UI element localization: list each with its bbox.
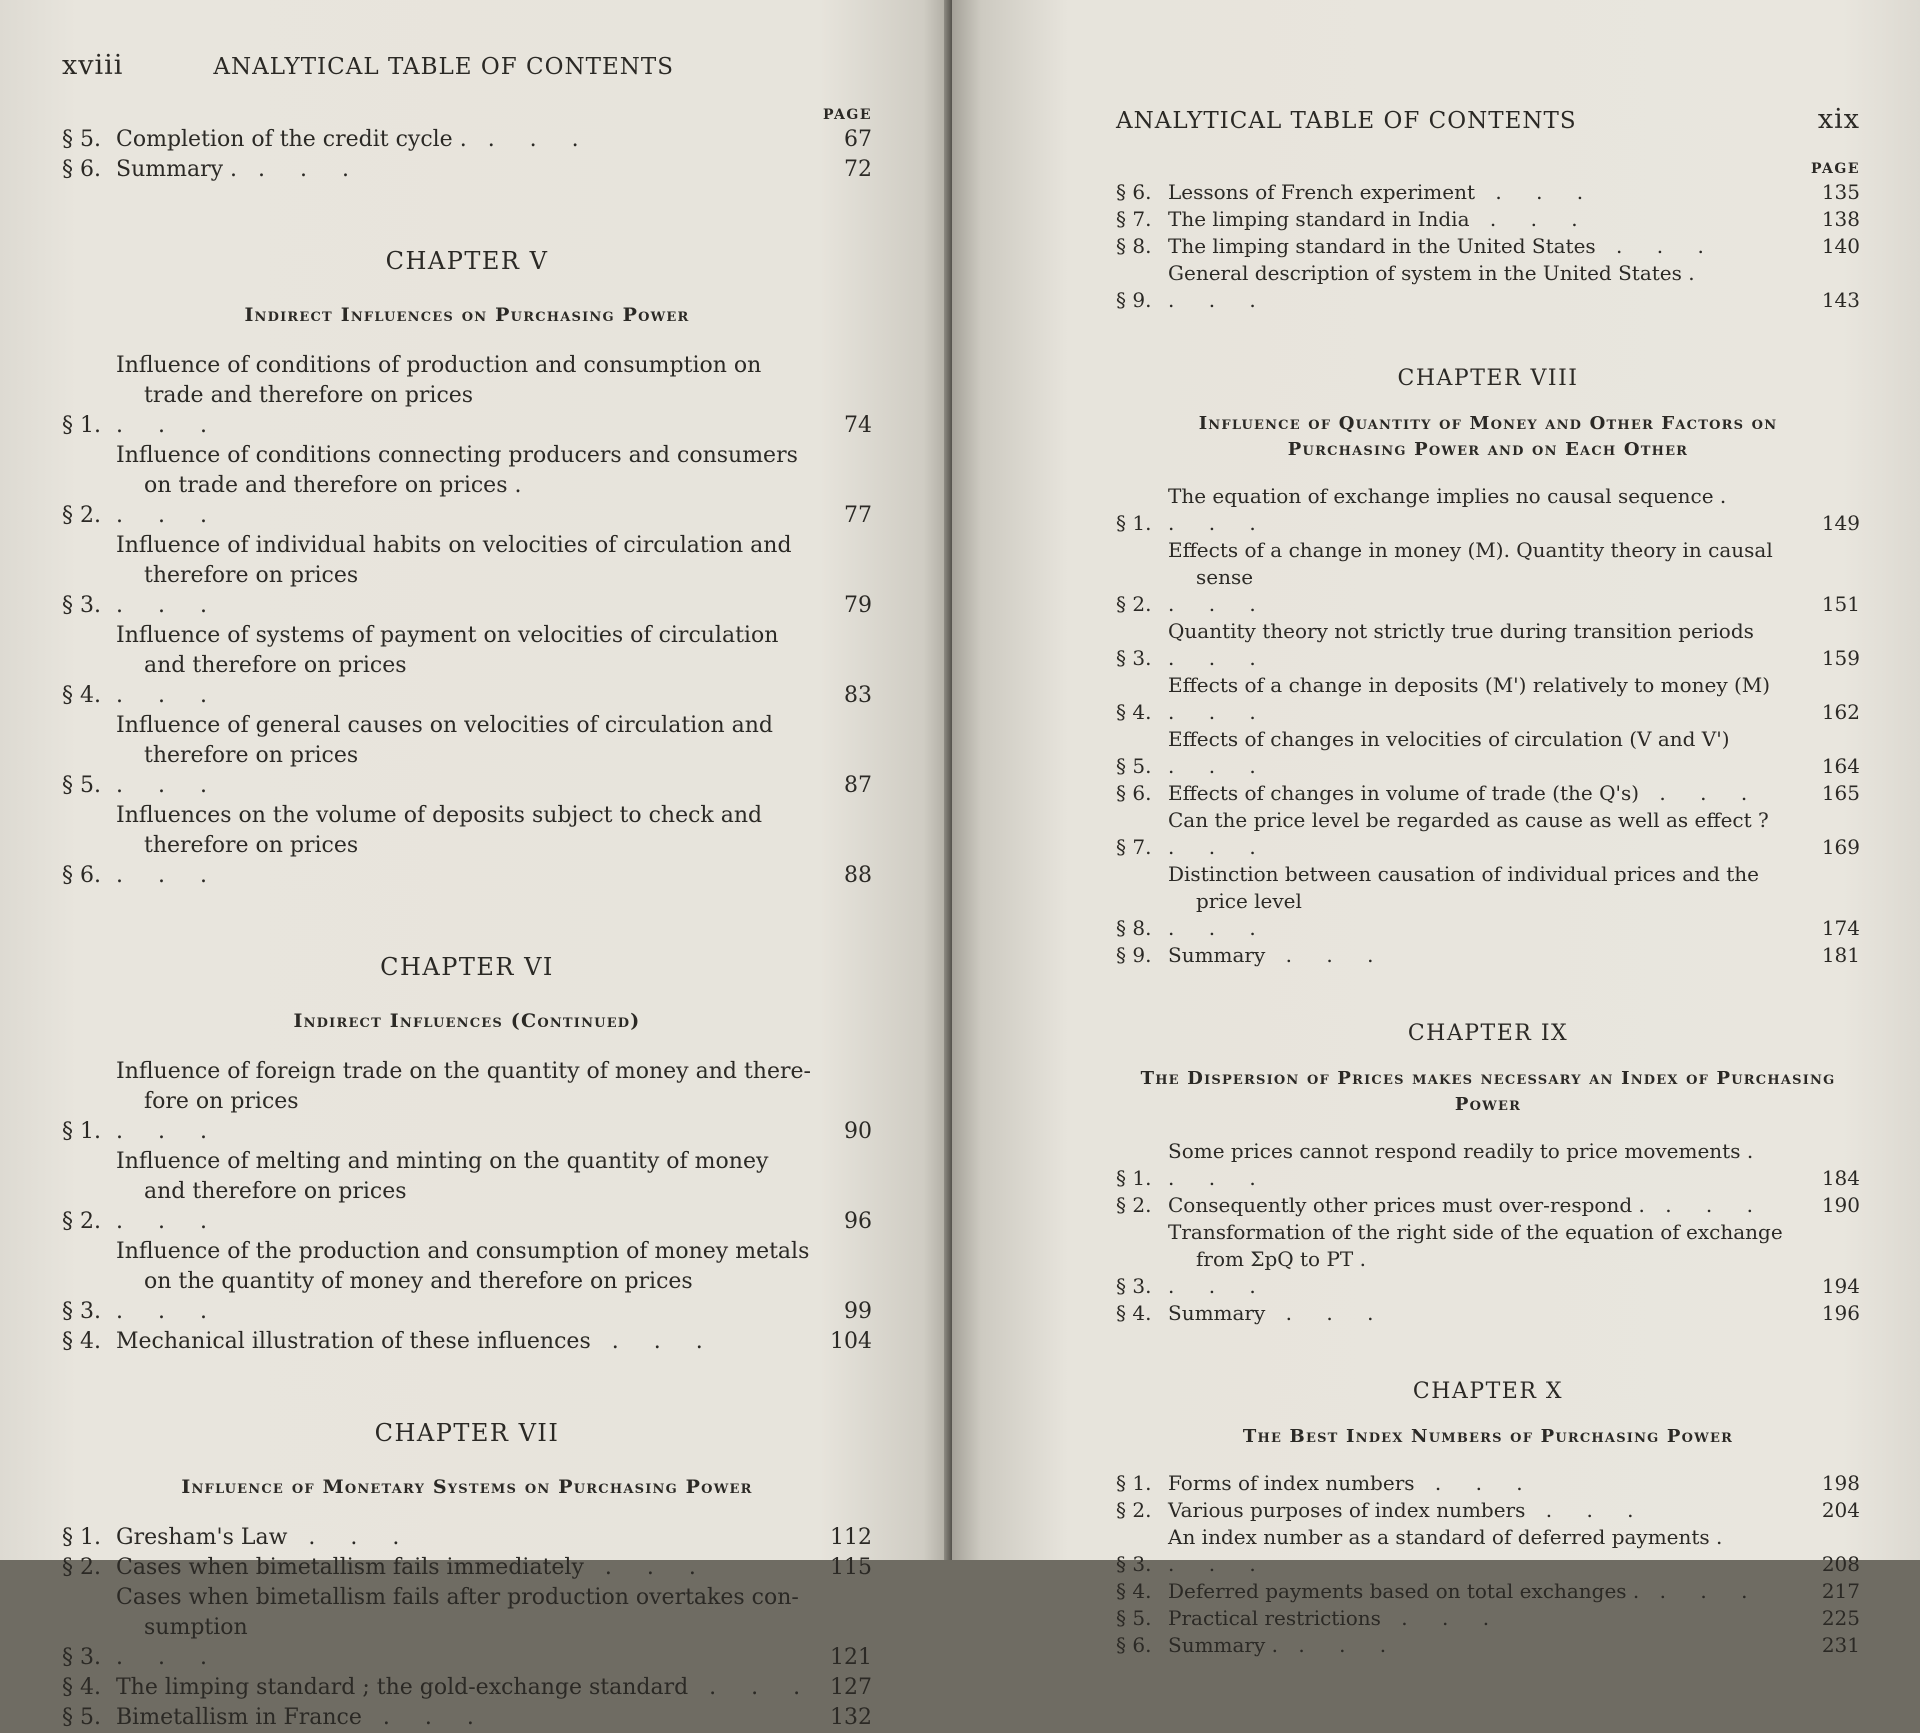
- chapter-title: Indirect Influences on Purchasing Power: [244, 304, 690, 326]
- entry-title: [116, 1703, 818, 1733]
- toc-entry: [1116, 1605, 1860, 1632]
- toc-entry: [62, 1553, 872, 1583]
- entry-title-line: Effects of a change in money (M). Quantity theory in causal: [1168, 538, 1773, 562]
- entry-title: [116, 1583, 818, 1673]
- section-number: § 5.: [62, 1705, 101, 1730]
- toc-entry: [1116, 807, 1860, 861]
- section-number: § 5.: [1116, 754, 1152, 778]
- entry-title: [116, 1147, 818, 1237]
- page-number: 140: [1821, 234, 1860, 258]
- section-number: § 3.: [1116, 1552, 1152, 1576]
- page-number: 204: [1821, 1498, 1860, 1522]
- entry-title-line: from ΣpQ to PT .: [1196, 1247, 1366, 1271]
- toc-entry: [1116, 1632, 1860, 1659]
- page-number: 225: [1821, 1606, 1860, 1630]
- entry-title-line: Transformation of the right side of the equation of exchange: [1168, 1220, 1783, 1244]
- page-folio: xix: [1817, 104, 1860, 135]
- entry-title: [1168, 807, 1802, 861]
- dot-leader: . . .: [1168, 288, 1270, 312]
- entry-title-line: sumption: [144, 1615, 248, 1640]
- entry-title-line: An index number as a standard of deferred payments .: [1168, 1525, 1723, 1549]
- dot-leader: . . .: [237, 157, 363, 182]
- dot-leader: . . .: [116, 1119, 221, 1144]
- entry-title: [1168, 206, 1802, 233]
- dot-leader: . . .: [116, 503, 221, 528]
- toc-entry: [1116, 726, 1860, 780]
- page-number: 184: [1821, 1166, 1860, 1190]
- section-number: § 1.: [62, 413, 101, 438]
- entry-title-line: Influence of conditions of production and consumption on: [116, 353, 762, 378]
- entry-title-line: Effects of changes in velocities of circulation (V and V'): [1168, 727, 1730, 751]
- toc-entry: [1116, 206, 1860, 233]
- entry-title-line: trade and therefore on prices: [144, 383, 474, 408]
- toc-entry: [62, 1673, 872, 1703]
- dot-leader: . . .: [1168, 1166, 1270, 1190]
- entry-title: [1168, 1300, 1802, 1327]
- entry-title: [1168, 1605, 1802, 1632]
- section-number: § 6.: [62, 863, 101, 888]
- entry-title-line: Gresham's Law: [116, 1525, 288, 1550]
- dot-leader: . . .: [1380, 1606, 1504, 1630]
- section-number: § 5.: [1116, 1606, 1152, 1630]
- toc-entries: [1116, 483, 1860, 969]
- section-number: § 3.: [1116, 1274, 1152, 1298]
- page-column-label: PAGE: [823, 107, 872, 123]
- entry-title: [116, 125, 818, 155]
- section-number: § 1.: [1116, 511, 1152, 535]
- toc-entry: [1116, 942, 1860, 969]
- dot-leader: . . .: [116, 1209, 221, 1234]
- dot-leader: . . .: [590, 1329, 717, 1354]
- toc-entry: [62, 1327, 872, 1357]
- toc-entry: [1116, 1497, 1860, 1524]
- page-number: 79: [844, 593, 872, 618]
- toc-entry: [62, 531, 872, 621]
- entry-title-line: Deferred payments based on total exchanges .: [1168, 1579, 1640, 1603]
- entry-title: [1168, 1470, 1802, 1497]
- entry-title: [1168, 861, 1802, 942]
- dot-leader: . . .: [1644, 1193, 1768, 1217]
- toc-entry: [1116, 1219, 1860, 1300]
- chapter-title: Influence of Quantity of Money and Other Factors on Purchasing Power and on Each Other: [1198, 413, 1778, 460]
- section-number: § 8.: [1116, 234, 1152, 258]
- dot-leader: . . .: [1168, 700, 1270, 724]
- entry-title: [116, 1673, 818, 1703]
- section-number: § 2.: [1116, 1498, 1152, 1522]
- section-number: § 3.: [62, 593, 101, 618]
- toc-entries: [62, 125, 872, 185]
- section-number: § 9.: [1116, 288, 1152, 312]
- entry-title: [116, 1057, 818, 1147]
- section-number: § 4.: [62, 1329, 101, 1354]
- toc-entry: [62, 1703, 872, 1733]
- entry-title-line: The limping standard in the United States: [1168, 234, 1596, 258]
- page-number: 217: [1821, 1579, 1860, 1603]
- dot-leader: . . .: [1278, 1633, 1401, 1657]
- entry-title-line: Completion of the credit cycle .: [116, 127, 467, 152]
- toc-entry: [1116, 780, 1860, 807]
- entry-title-line: The equation of exchange implies no causal sequence .: [1168, 484, 1727, 508]
- entry-title-line: Influence of the production and consumption of money metals: [116, 1239, 810, 1264]
- running-head: [1116, 104, 1860, 135]
- toc-entry: [62, 441, 872, 531]
- dot-leader: . . .: [1265, 943, 1388, 967]
- page-number: 181: [1821, 943, 1860, 967]
- page-number: 67: [844, 127, 872, 152]
- toc-entry: [1116, 1578, 1860, 1605]
- page-column-label: PAGE: [1811, 161, 1860, 177]
- page-number: 135: [1821, 180, 1860, 204]
- left-toc-content: [62, 125, 872, 1733]
- toc-entry: [1116, 179, 1860, 206]
- page-number: 90: [844, 1119, 872, 1144]
- page-number: 162: [1821, 700, 1860, 724]
- page-number: 87: [844, 773, 872, 798]
- toc-entry: [1116, 260, 1860, 314]
- page-number: 83: [844, 683, 872, 708]
- entry-title: [1168, 942, 1802, 969]
- entry-title: [1168, 1578, 1802, 1605]
- page-number: 132: [830, 1705, 872, 1730]
- toc-entry: [62, 351, 872, 441]
- entry-title: [1168, 780, 1802, 807]
- section-number: § 1.: [62, 1525, 101, 1550]
- entry-title-line: therefore on prices: [144, 833, 359, 858]
- page-number: 231: [1821, 1633, 1860, 1657]
- dot-leader: . . .: [116, 773, 221, 798]
- entry-title: [116, 441, 818, 531]
- dot-leader: . . .: [1525, 1498, 1648, 1522]
- toc-entry: [62, 1583, 872, 1673]
- page-folio: xviii: [62, 50, 124, 81]
- entry-title: [1168, 1219, 1802, 1300]
- right-page: [952, 0, 1920, 1657]
- toc-entry: [62, 1523, 872, 1553]
- page-number: 143: [1821, 288, 1860, 312]
- entry-title: [1168, 726, 1802, 780]
- chapter-heading: CHAPTER VII: [374, 1419, 560, 1447]
- entry-title-line: Influence of general causes on velocities of circulation and: [116, 713, 773, 738]
- entry-title: [1168, 233, 1802, 260]
- toc-entry: [1116, 672, 1860, 726]
- entry-title: [116, 155, 818, 185]
- section-number: § 7.: [1116, 207, 1152, 231]
- dot-leader: . . .: [1639, 1579, 1762, 1603]
- section-number: § 4.: [1116, 1301, 1152, 1325]
- page-number: 194: [1821, 1274, 1860, 1298]
- toc-entries: [62, 351, 872, 891]
- page-number: 96: [844, 1209, 872, 1234]
- section-number: § 2.: [62, 1555, 101, 1580]
- entry-title-line: Summary: [1168, 1301, 1266, 1325]
- chapter-title: The Best Index Numbers of Purchasing Power: [1242, 1426, 1734, 1447]
- entry-title-line: fore on prices: [144, 1089, 299, 1114]
- toc-entries: [1116, 1470, 1860, 1659]
- entry-title-line: Some prices cannot respond readily to price movements .: [1168, 1139, 1754, 1163]
- entry-title-line: Summary .: [1168, 1633, 1279, 1657]
- entry-title-line: Cases when bimetallism fails immediately: [116, 1555, 584, 1580]
- section-number: § 3.: [1116, 646, 1152, 670]
- entry-title: [116, 351, 818, 441]
- entry-title-line: on trade and therefore on prices .: [144, 473, 522, 498]
- entry-title: [116, 1553, 818, 1583]
- page-number: 74: [844, 413, 872, 438]
- entry-title-line: therefore on prices: [144, 563, 359, 588]
- running-title: ANALYTICAL TABLE OF CONTENTS: [1116, 108, 1577, 134]
- dot-leader: . . .: [1639, 781, 1762, 805]
- section-number: § 3.: [62, 1299, 101, 1324]
- dot-leader: . . .: [1475, 180, 1598, 204]
- page-number: 164: [1821, 754, 1860, 778]
- page-number: 198: [1821, 1471, 1860, 1495]
- entry-title: [1168, 179, 1802, 206]
- entry-title-line: The limping standard ; the gold-exchange standard: [116, 1675, 689, 1700]
- entry-title-line: Cases when bimetallism fails after production overtakes con-: [116, 1585, 799, 1610]
- entry-title-line: and therefore on prices: [144, 1179, 407, 1204]
- entry-title-line: Mechanical illustration of these influences: [116, 1329, 591, 1354]
- toc-entry: [1116, 233, 1860, 260]
- chapter-title: The Dispersion of Prices makes necessary an Index of Purchasing Power: [1140, 1068, 1836, 1115]
- dot-leader: . . .: [1469, 207, 1592, 231]
- toc-entry: [1116, 1300, 1860, 1327]
- section-number: § 4.: [1116, 1579, 1152, 1603]
- dot-leader: . . .: [116, 1299, 221, 1324]
- entry-title-line: Effects of changes in volume of trade (the Q's): [1168, 781, 1640, 805]
- toc-entries: [62, 1523, 872, 1733]
- page-number: 208: [1821, 1552, 1860, 1576]
- section-number: § 6.: [1116, 1633, 1152, 1657]
- dot-leader: . . .: [287, 1525, 414, 1550]
- dot-leader: . . .: [688, 1675, 815, 1700]
- dot-leader: . . .: [1414, 1471, 1537, 1495]
- toc-entry: [1116, 1524, 1860, 1578]
- toc-entry: [62, 711, 872, 801]
- entry-title: [1168, 1138, 1802, 1192]
- page-number: 72: [844, 157, 872, 182]
- section-number: § 1.: [62, 1119, 101, 1144]
- section-number: § 3.: [62, 1645, 101, 1670]
- toc-entry: [1116, 537, 1860, 618]
- entry-title-line: Influence of foreign trade on the quantity of money and there-: [116, 1059, 811, 1084]
- page-number: 127: [830, 1675, 872, 1700]
- entry-title: [1168, 260, 1802, 314]
- entry-title-line: and therefore on prices: [144, 653, 407, 678]
- dot-leader: . . .: [1168, 754, 1270, 778]
- dot-leader: . . .: [1168, 916, 1270, 940]
- entry-title: [116, 711, 818, 801]
- dot-leader: . . .: [116, 683, 221, 708]
- page-number: 165: [1821, 781, 1860, 805]
- toc-entry: [1116, 861, 1860, 942]
- entry-title: [116, 621, 818, 711]
- dot-leader: . . .: [1595, 234, 1718, 258]
- section-number: § 2.: [1116, 1193, 1152, 1217]
- page-number: 77: [844, 503, 872, 528]
- entry-title: [1168, 1632, 1802, 1659]
- toc-entry: [62, 1237, 872, 1327]
- toc-entries: [62, 1057, 872, 1357]
- dot-leader: . . .: [361, 1705, 488, 1730]
- entry-title: [1168, 618, 1802, 672]
- entry-title-line: Influence of systems of payment on velocities of circulation: [116, 623, 779, 648]
- toc-entry: [62, 1147, 872, 1237]
- entry-title: [116, 531, 818, 621]
- toc-entry: [1116, 618, 1860, 672]
- page-number: 88: [844, 863, 872, 888]
- dot-leader: . . .: [583, 1555, 710, 1580]
- entry-title-line: Lessons of French experiment: [1168, 180, 1476, 204]
- section-number: § 8.: [1116, 916, 1152, 940]
- entry-title: [1168, 1497, 1802, 1524]
- running-head: [62, 50, 872, 81]
- toc-entry: [62, 801, 872, 891]
- page-number: 138: [1821, 207, 1860, 231]
- dot-leader: . . .: [1168, 646, 1270, 670]
- chapter-heading: CHAPTER V: [385, 247, 549, 275]
- toc-entry: [62, 155, 872, 185]
- page-number: 169: [1821, 835, 1860, 859]
- entry-title-line: Quantity theory not strictly true during transition periods: [1168, 619, 1754, 643]
- toc-entries: [1116, 1138, 1860, 1327]
- dot-leader: . . .: [1168, 1274, 1270, 1298]
- entry-title-line: The limping standard in India: [1168, 207, 1470, 231]
- section-number: § 1.: [1116, 1471, 1152, 1495]
- dot-leader: . . .: [466, 127, 593, 152]
- chapter-heading: CHAPTER IX: [1407, 1021, 1569, 1046]
- dot-leader: . . .: [116, 1645, 221, 1670]
- entry-title: [116, 1523, 818, 1553]
- section-number: § 9.: [1116, 943, 1152, 967]
- section-number: § 5.: [62, 127, 101, 152]
- entry-title-line: Influence of individual habits on velocities of circulation and: [116, 533, 792, 558]
- dot-leader: . . .: [116, 863, 221, 888]
- page-number: 121: [830, 1645, 872, 1670]
- page-number: 104: [830, 1329, 872, 1354]
- entry-title-line: therefore on prices: [144, 743, 359, 768]
- toc-entry: [62, 125, 872, 155]
- entry-title: [1168, 537, 1802, 618]
- toc-entries: [1116, 179, 1860, 314]
- running-title: ANALYTICAL TABLE OF CONTENTS: [213, 54, 674, 80]
- right-toc-content: [1116, 179, 1860, 1659]
- chapter-heading: CHAPTER VI: [380, 953, 554, 981]
- entry-title-line: General description of system in the United States .: [1168, 261, 1695, 285]
- chapter-heading: CHAPTER VIII: [1397, 366, 1579, 391]
- entry-title-line: Effects of a change in deposits (M') relatively to money (M): [1168, 673, 1771, 697]
- entry-title: [1168, 483, 1802, 537]
- section-number: § 5.: [62, 773, 101, 798]
- page-number: 159: [1821, 646, 1860, 670]
- entry-title: [116, 1327, 818, 1357]
- page-number: 112: [830, 1525, 872, 1550]
- entry-title-line: on the quantity of money and therefore on prices: [144, 1269, 693, 1294]
- dot-leader: . . .: [116, 593, 221, 618]
- entry-title-line: Summary: [1168, 943, 1266, 967]
- section-number: § 6.: [1116, 781, 1152, 805]
- entry-title: [1168, 1192, 1802, 1219]
- chapter-title: Indirect Influences (Continued): [293, 1010, 641, 1032]
- dot-leader: . . .: [116, 413, 221, 438]
- dot-leader: . . .: [1168, 1552, 1270, 1576]
- entry-title-line: Summary .: [116, 157, 238, 182]
- entry-title-line: Distinction between causation of individual prices and the: [1168, 862, 1760, 886]
- entry-title: [1168, 672, 1802, 726]
- entry-title-line: Bimetallism in France: [116, 1705, 362, 1730]
- page-number: 196: [1821, 1301, 1860, 1325]
- toc-entry: [62, 621, 872, 711]
- entry-title-line: Practical restrictions: [1168, 1606, 1381, 1630]
- chapter-heading: CHAPTER X: [1412, 1379, 1564, 1404]
- toc-entry: [1116, 483, 1860, 537]
- toc-entry: [1116, 1138, 1860, 1192]
- chapter-title: Influence of Monetary Systems on Purchasing Power: [181, 1476, 753, 1498]
- entry-title-line: Can the price level be regarded as cause as well as effect ?: [1168, 808, 1769, 832]
- entry-title-line: Influence of conditions connecting producers and consumers: [116, 443, 798, 468]
- section-number: § 4.: [62, 683, 101, 708]
- entry-title-line: Influence of melting and minting on the quantity of money: [116, 1149, 769, 1174]
- page-number: 174: [1821, 916, 1860, 940]
- section-number: § 4.: [62, 1675, 101, 1700]
- section-number: § 2.: [62, 503, 101, 528]
- entry-title-line: Forms of index numbers: [1168, 1471, 1415, 1495]
- page-number: 149: [1821, 511, 1860, 535]
- entry-title: [116, 801, 818, 891]
- page-number: 151: [1821, 592, 1860, 616]
- entry-title: [116, 1237, 818, 1327]
- entry-title-line: Various purposes of index numbers: [1168, 1498, 1526, 1522]
- left-page: [0, 0, 952, 1730]
- section-number: § 1.: [1116, 1166, 1152, 1190]
- toc-entry: [1116, 1192, 1860, 1219]
- entry-title-line: price level: [1196, 889, 1302, 913]
- page-number: 190: [1821, 1193, 1860, 1217]
- section-number: § 7.: [1116, 835, 1152, 859]
- section-number: § 2.: [1116, 592, 1152, 616]
- entry-title: [1168, 1524, 1802, 1578]
- toc-entry: [1116, 1470, 1860, 1497]
- dot-leader: . . .: [1168, 511, 1270, 535]
- section-number: § 6.: [1116, 180, 1152, 204]
- page-number: 115: [830, 1555, 872, 1580]
- dot-leader: . . .: [1168, 835, 1270, 859]
- entry-title-line: sense: [1196, 565, 1254, 589]
- section-number: § 4.: [1116, 700, 1152, 724]
- dot-leader: . . .: [1265, 1301, 1388, 1325]
- entry-title-line: Influences on the volume of deposits subject to check and: [116, 803, 763, 828]
- entry-title-line: Consequently other prices must over-respond .: [1168, 1193, 1645, 1217]
- page-number: 99: [844, 1299, 872, 1324]
- dot-leader: . . .: [1168, 592, 1270, 616]
- section-number: § 6.: [62, 157, 101, 182]
- section-number: § 2.: [62, 1209, 101, 1234]
- toc-entry: [62, 1057, 872, 1147]
